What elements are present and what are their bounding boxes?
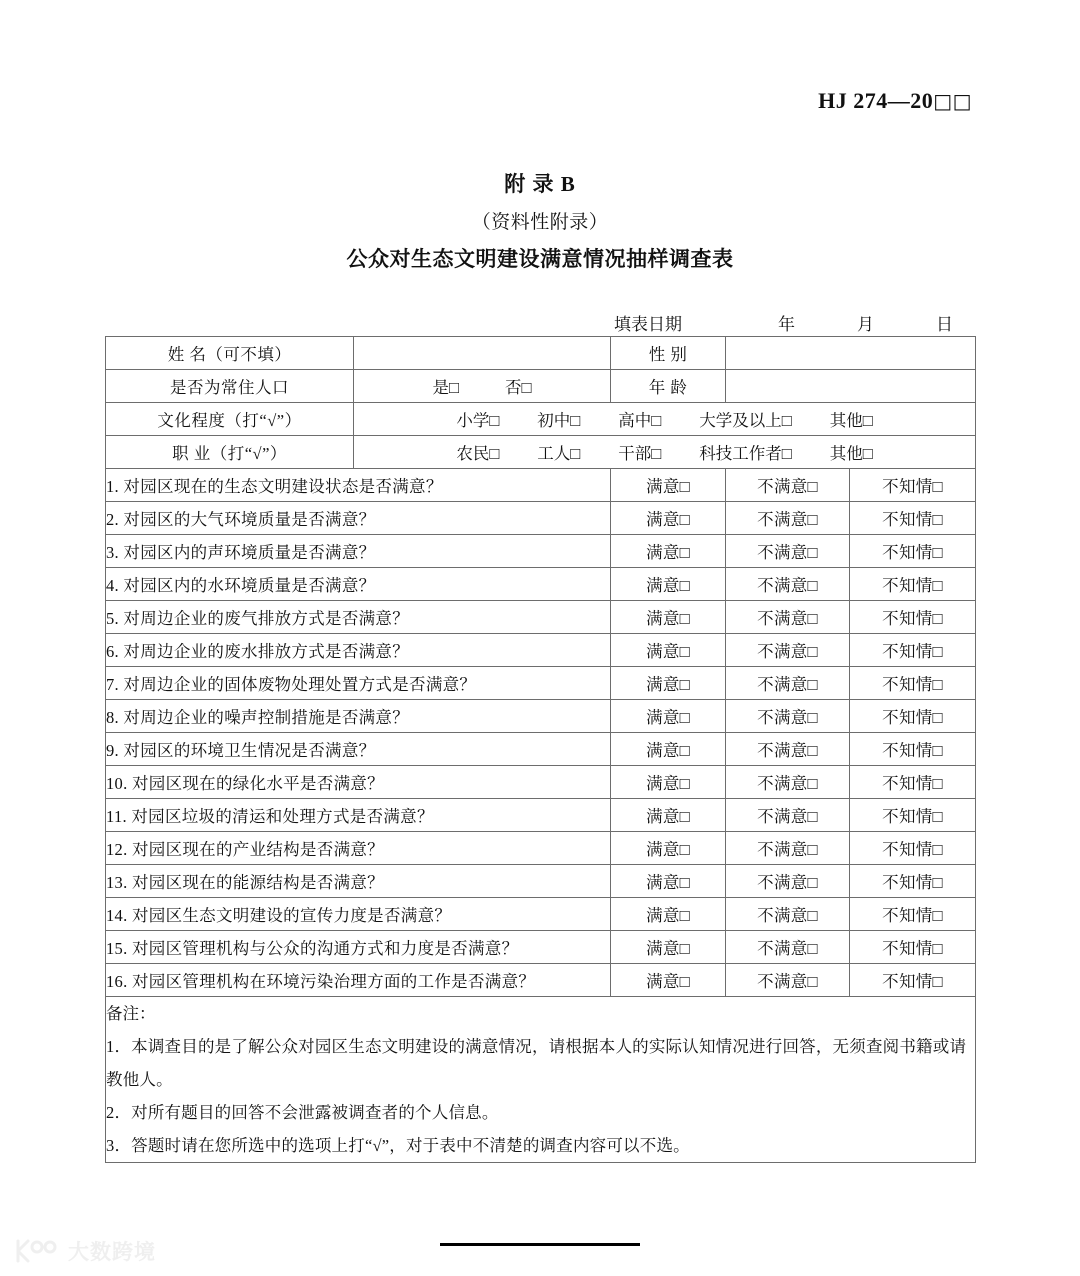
answer-satisfied[interactable]: 满意□ [611,865,726,898]
question-number: 9. [106,741,119,760]
question-number: 6. [106,642,119,661]
footer-rule [440,1243,640,1246]
answer-unsatisfied[interactable]: 不满意□ [726,601,850,634]
appendix-title: 附 录 B [504,172,576,196]
question-number: 8. [106,708,119,727]
answer-unsatisfied[interactable]: 不满意□ [726,799,850,832]
answer-unknown[interactable]: 不知情□ [850,469,976,502]
answer-satisfied[interactable]: 满意□ [611,469,726,502]
table-row-resident [106,370,976,403]
question-label: 对园区现在的产业结构是否满意？ [131,840,384,859]
occupation-option-cadre[interactable]: 干部□ [618,444,662,463]
answer-unsatisfied[interactable]: 不满意□ [726,634,850,667]
education-option-junior[interactable]: 初中□ [537,411,581,430]
education-options-cell[interactable] [354,403,976,436]
standard-code-text: HJ 274—20 [818,88,934,113]
answer-unknown[interactable]: 不知情□ [850,700,976,733]
education-option-other[interactable]: 其他□ [829,411,873,430]
question-label: 对园区现在的绿化水平是否满意？ [131,774,384,793]
answer-unsatisfied[interactable]: 不满意□ [726,832,850,865]
answer-satisfied[interactable]: 满意□ [611,931,726,964]
answer-unknown[interactable]: 不知情□ [850,832,976,865]
question-number: 11. [106,807,127,826]
question-label: 对园区的环境卫生情况是否满意？ [123,741,376,760]
gender-label: 性 别 [611,337,726,370]
table-row-education [106,403,976,436]
note-item-3: 3．答题时请在您所选中的选项上打“√”，对于表中不清楚的调查内容可以不选。 [106,1136,690,1155]
appendix-subtitle: （资料性附录） [471,212,609,233]
answer-unsatisfied[interactable]: 不满意□ [726,535,850,568]
answer-satisfied[interactable]: 满意□ [611,799,726,832]
answer-unknown[interactable]: 不知情□ [850,535,976,568]
resident-label: 是否为常住人口 [106,370,354,403]
answer-unsatisfied[interactable]: 不满意□ [726,964,850,997]
question-label: 对园区现在的生态文明建设状态是否满意？ [123,477,443,496]
answer-satisfied[interactable]: 满意□ [611,733,726,766]
answer-unsatisfied[interactable]: 不满意□ [726,469,850,502]
resident-options-cell[interactable] [354,370,611,403]
survey-table [105,336,976,1163]
education-label: 文化程度（打“√”） [106,403,354,436]
answer-unsatisfied[interactable]: 不满意□ [726,502,850,535]
answer-satisfied[interactable]: 满意□ [611,766,726,799]
question-number: 16. [106,972,128,991]
question-text [106,469,611,502]
question-text [106,568,611,601]
question-label: 对周边企业的废水排放方式是否满意？ [123,642,410,661]
question-number: 2. [106,510,119,529]
table-row-question [106,898,976,931]
answer-unknown[interactable]: 不知情□ [850,865,976,898]
table-row-question [106,700,976,733]
standard-code-header [818,88,972,114]
answer-satisfied[interactable]: 满意□ [611,568,726,601]
table-row-name [106,337,976,370]
question-text [106,931,611,964]
table-row-notes [106,997,976,1163]
question-label: 对园区生态文明建设的宣传力度是否满意？ [131,906,452,925]
answer-unknown[interactable]: 不知情□ [850,931,976,964]
question-text [106,964,611,997]
question-number: 12. [106,840,128,859]
gender-input-cell[interactable] [726,337,976,370]
answer-unsatisfied[interactable]: 不满意□ [726,733,850,766]
standard-code-boxes: □□ [933,89,972,113]
answer-unknown[interactable]: 不知情□ [850,502,976,535]
answer-unknown[interactable]: 不知情□ [850,601,976,634]
question-number: 15. [106,939,128,958]
note-item-1: 1．本调查目的是了解公众对园区生态文明建设的满意情况，请根据本人的实际认知情况进行回答，无须查阅书籍或请教他人。 [106,1037,967,1089]
education-option-primary[interactable]: 小学□ [456,411,500,430]
answer-unsatisfied[interactable]: 不满意□ [726,700,850,733]
question-label: 对园区垃圾的清运和处理方式是否满意？ [131,807,434,826]
question-text [106,601,611,634]
resident-option-yes[interactable]: 是□ [432,378,459,397]
table-row-question [106,634,976,667]
answer-unsatisfied[interactable]: 不满意□ [726,766,850,799]
question-text [106,634,611,667]
name-label: 姓 名（可不填） [106,337,354,370]
answer-satisfied[interactable]: 满意□ [611,832,726,865]
answer-unknown[interactable]: 不知情□ [850,568,976,601]
question-label: 对园区管理机构与公众的沟通方式和力度是否满意？ [131,939,519,958]
answer-unknown[interactable]: 不知情□ [850,733,976,766]
question-label: 对周边企业的废气排放方式是否满意？ [123,609,410,628]
question-label: 对园区内的声环境质量是否满意？ [123,543,376,562]
answer-unknown[interactable]: 不知情□ [850,766,976,799]
answer-satisfied[interactable]: 满意□ [611,535,726,568]
fill-date-line [105,310,975,335]
occupation-option-farmer[interactable]: 农民□ [456,444,500,463]
answer-unsatisfied[interactable]: 不满意□ [726,568,850,601]
answer-satisfied[interactable]: 满意□ [611,634,726,667]
title-block [0,168,1080,273]
question-label: 对园区内的水环境质量是否满意？ [123,576,376,595]
notes-heading: 备注： [106,1004,156,1023]
question-text [106,766,611,799]
table-row-question [106,832,976,865]
notes-cell [106,997,976,1163]
answer-unknown[interactable]: 不知情□ [850,964,976,997]
answer-unsatisfied[interactable]: 不满意□ [726,931,850,964]
occupation-label: 职 业（打“√”） [106,436,354,469]
watermark [12,1236,156,1266]
question-number: 4. [106,576,119,595]
table-row-question [106,568,976,601]
table-row-question [106,502,976,535]
education-option-senior[interactable]: 高中□ [618,411,662,430]
question-number: 10. [106,774,128,793]
question-number: 1. [106,477,119,496]
fill-date-year: 年 [778,315,795,334]
occupation-option-other[interactable]: 其他□ [829,444,873,463]
question-text [106,700,611,733]
name-input-cell[interactable] [354,337,611,370]
table-row-question [106,964,976,997]
question-text [106,733,611,766]
answer-unknown[interactable]: 不知情□ [850,634,976,667]
table-row-question [106,766,976,799]
question-number: 14. [106,906,128,925]
answer-satisfied[interactable]: 满意□ [611,964,726,997]
answer-unsatisfied[interactable]: 不满意□ [726,865,850,898]
question-number: 13. [106,873,128,892]
question-number: 5. [106,609,119,628]
table-row-question [106,733,976,766]
table-row-question [106,667,976,700]
answer-unsatisfied[interactable]: 不满意□ [726,667,850,700]
age-input-cell[interactable] [726,370,976,403]
question-number: 7. [106,675,119,694]
question-text [106,898,611,931]
occupation-option-worker[interactable]: 工人□ [537,444,581,463]
question-label: 对周边企业的固体废物处理处置方式是否满意？ [123,675,477,694]
question-text [106,667,611,700]
note-item-2: 2．对所有题目的回答不会泄露被调查者的个人信息。 [106,1103,499,1122]
question-text [106,865,611,898]
table-row-question [106,469,976,502]
fill-date-month: 月 [857,315,874,334]
question-text [106,535,611,568]
answer-unknown[interactable]: 不知情□ [850,799,976,832]
education-option-university[interactable]: 大学及以上□ [699,411,792,430]
question-number: 3. [106,543,119,562]
watermark-text: 大数跨境 [68,1240,156,1264]
answer-satisfied[interactable]: 满意□ [611,667,726,700]
fill-date-label: 填表日期 [614,315,682,334]
resident-option-no[interactable]: 否□ [505,378,532,397]
answer-unsatisfied[interactable]: 不满意□ [726,898,850,931]
table-row-question [106,865,976,898]
question-label: 对园区的大气环境质量是否满意？ [123,510,376,529]
question-text [106,832,611,865]
answer-satisfied[interactable]: 满意□ [611,898,726,931]
question-label: 对园区现在的能源结构是否满意？ [131,873,384,892]
table-row-occupation [106,436,976,469]
answer-satisfied[interactable]: 满意□ [611,700,726,733]
table-row-question [106,799,976,832]
fill-date-day: 日 [936,315,953,334]
table-row-question [106,931,976,964]
question-label: 对周边企业的噪声控制措施是否满意？ [123,708,410,727]
answer-unknown[interactable]: 不知情□ [850,667,976,700]
table-row-question [106,601,976,634]
answer-satisfied[interactable]: 满意□ [611,502,726,535]
page-title: 公众对生态文明建设满意情况抽样调查表 [346,247,734,271]
question-text [106,502,611,535]
occupation-option-scitech[interactable]: 科技工作者□ [699,444,792,463]
answer-satisfied[interactable]: 满意□ [611,601,726,634]
answer-unknown[interactable]: 不知情□ [850,898,976,931]
table-row-question [106,535,976,568]
age-label: 年 龄 [611,370,726,403]
question-text [106,799,611,832]
occupation-options-cell[interactable] [354,436,976,469]
watermark-logo-icon [12,1238,60,1264]
question-label: 对园区管理机构在环境污染治理方面的工作是否满意？ [131,972,536,991]
